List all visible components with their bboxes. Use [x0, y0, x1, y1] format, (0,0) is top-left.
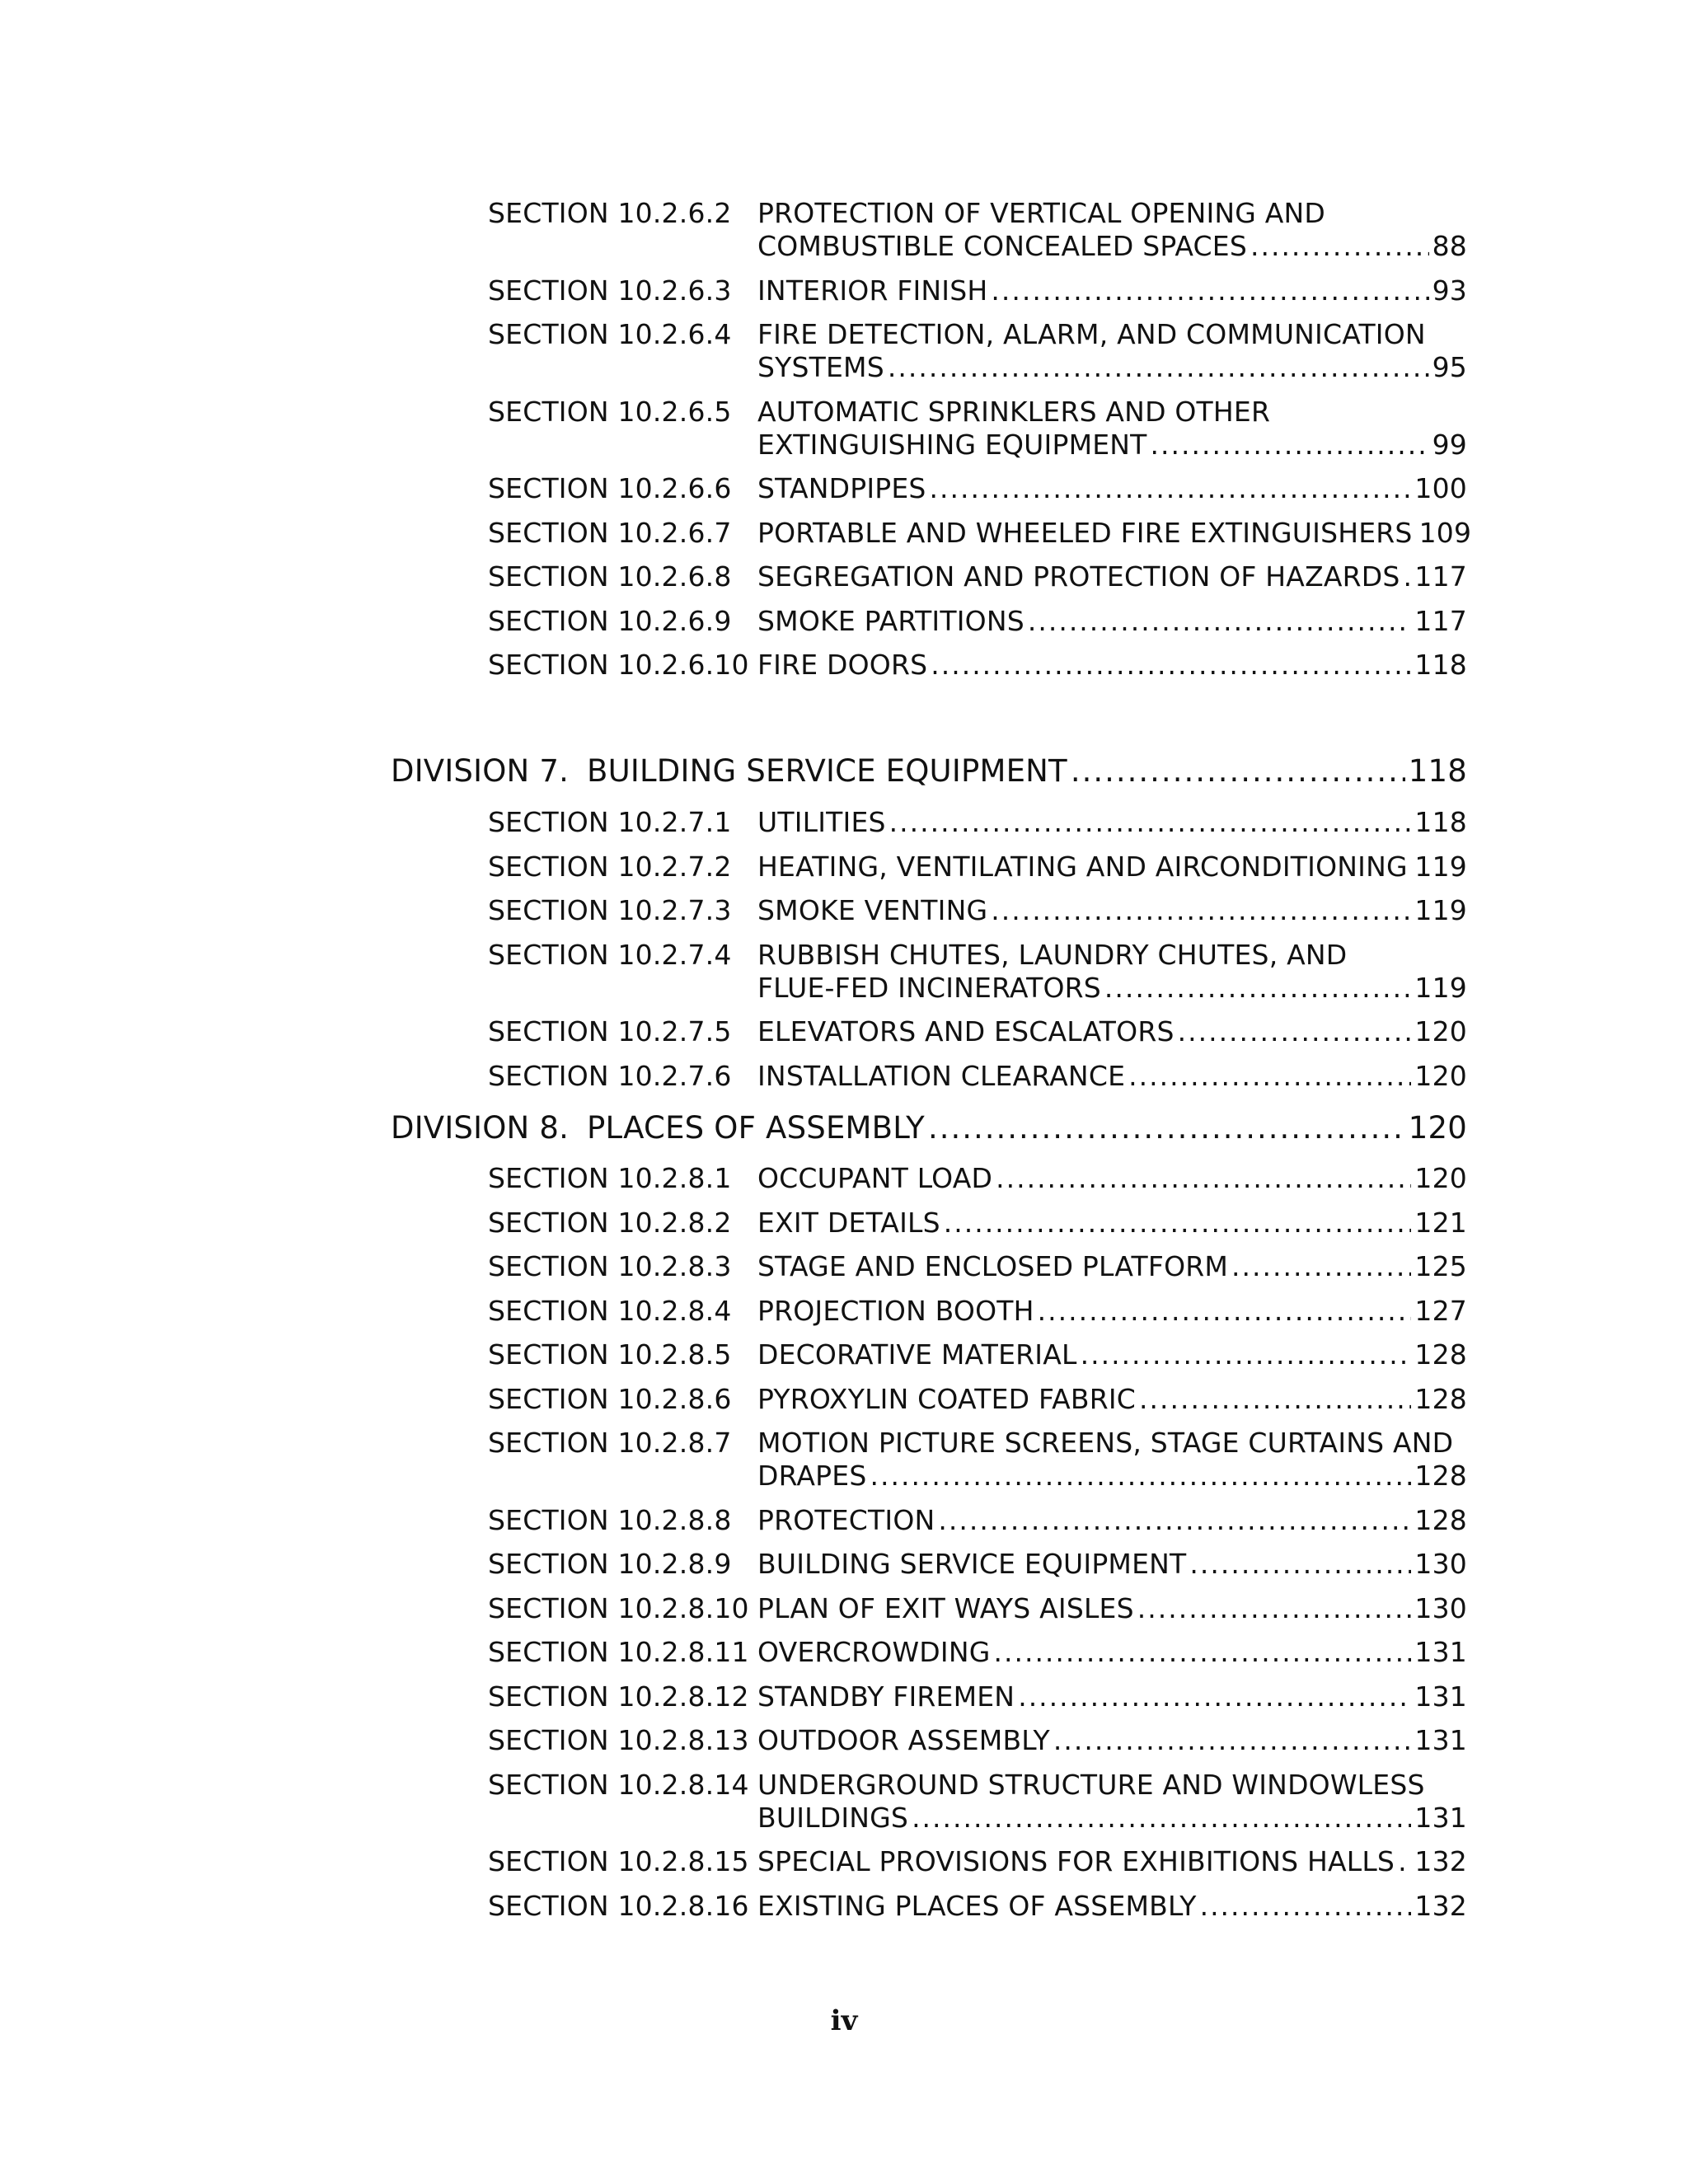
- dot-leader: [1178, 1015, 1412, 1048]
- section-page-number: 132: [1414, 1845, 1467, 1877]
- section-number: SECTION 10.2.6.5: [488, 395, 732, 428]
- section-page-number: 119: [1414, 971, 1467, 1004]
- section-page-number: 128: [1414, 1338, 1467, 1371]
- dot-leader: [1189, 1548, 1411, 1581]
- section-title-line: FIRE DETECTION, ALARM, AND COMMUNICATION: [757, 318, 1426, 350]
- division-number: DIVISION 8.: [391, 1110, 570, 1146]
- section-page-number: 100: [1414, 472, 1467, 504]
- section-page-number: 99: [1432, 428, 1467, 461]
- section-title: OUTDOOR ASSEMBLY: [757, 1724, 1050, 1756]
- dot-leader: [991, 894, 1411, 927]
- section-number: SECTION 10.2.8.13: [488, 1724, 749, 1756]
- section-title: BUILDING SERVICE EQUIPMENT: [757, 1548, 1187, 1580]
- dot-leader: [912, 1802, 1411, 1835]
- section-number: SECTION 10.2.8.1: [488, 1162, 732, 1194]
- dot-leader: [944, 1207, 1412, 1240]
- section-number: SECTION 10.2.8.15: [488, 1845, 749, 1877]
- section-page-number: 131: [1414, 1636, 1467, 1668]
- section-title: INTERIOR FINISH: [757, 274, 988, 307]
- dot-leader: [889, 806, 1412, 839]
- section-number: SECTION 10.2.7.4: [488, 938, 732, 971]
- section-number: SECTION 10.2.6.2: [488, 197, 732, 229]
- dot-leader: [1028, 605, 1412, 638]
- dot-leader: [1104, 972, 1411, 1005]
- section-page-number: 120: [1414, 1162, 1467, 1194]
- dot-leader: [1250, 230, 1429, 263]
- section-title-line: PROTECTION OF VERTICAL OPENING AND: [757, 197, 1326, 229]
- section-page-number: 130: [1414, 1591, 1467, 1624]
- section-title-line: AUTOMATIC SPRINKLERS AND OTHER: [757, 395, 1271, 428]
- dot-leader: [928, 1110, 1405, 1146]
- dot-leader: [1137, 1592, 1412, 1625]
- section-number: SECTION 10.2.7.6: [488, 1059, 732, 1092]
- section-page-number: 88: [1432, 230, 1467, 262]
- section-number: SECTION 10.2.8.11: [488, 1636, 749, 1668]
- section-number: SECTION 10.2.8.12: [488, 1680, 749, 1713]
- section-title: EXIT DETAILS: [757, 1206, 940, 1239]
- dot-leader: [888, 351, 1429, 384]
- section-title: UTILITIES: [757, 806, 886, 838]
- section-number: SECTION 10.2.7.5: [488, 1015, 732, 1047]
- section-page-number: 117: [1414, 604, 1467, 637]
- section-page-number: 131: [1414, 1801, 1467, 1834]
- section-title-line: RUBBISH CHUTES, LAUNDRY CHUTES, AND: [757, 938, 1348, 971]
- dot-leader: [1404, 560, 1412, 593]
- section-title: PORTABLE AND WHEELED FIRE EXTINGUISHERS: [757, 516, 1413, 549]
- dot-leader: [1231, 1250, 1411, 1283]
- section-page-number: 118: [1414, 806, 1467, 838]
- section-number: SECTION 10.2.8.14: [488, 1768, 749, 1801]
- section-page-number: 109: [1418, 516, 1472, 549]
- section-number: SECTION 10.2.8.5: [488, 1338, 732, 1371]
- section-number: SECTION 10.2.8.2: [488, 1206, 732, 1239]
- division-title: PLACES OF ASSEMBLY: [587, 1110, 925, 1146]
- section-page-number: 127: [1414, 1294, 1467, 1327]
- dot-leader: [1018, 1680, 1411, 1713]
- section-title: DECORATIVE MATERIAL: [757, 1338, 1077, 1371]
- section-title: OVERCROWDING: [757, 1636, 991, 1668]
- division-number: DIVISION 7.: [391, 753, 570, 789]
- page-number: iv: [830, 2004, 858, 2037]
- section-page-number: 119: [1414, 850, 1467, 883]
- section-title: STAGE AND ENCLOSED PLATFORM: [757, 1250, 1229, 1282]
- section-page-number: 128: [1414, 1460, 1467, 1492]
- section-title: PYROXYLIN COATED FABRIC: [757, 1382, 1137, 1415]
- dot-leader: [1200, 1890, 1412, 1923]
- section-number: SECTION 10.2.6.8: [488, 560, 732, 593]
- dot-leader: [870, 1460, 1411, 1493]
- dot-leader: [930, 472, 1412, 505]
- section-title-line: MOTION PICTURE SCREENS, STAGE CURTAINS AND: [757, 1427, 1454, 1459]
- section-title: BUILDINGS: [757, 1801, 909, 1834]
- section-title: COMBUSTIBLE CONCEALED SPACES: [757, 230, 1247, 262]
- section-number: SECTION 10.2.8.16: [488, 1889, 749, 1922]
- section-title: FLUE-FED INCINERATORS: [757, 971, 1101, 1004]
- dot-leader: [1128, 1060, 1411, 1093]
- dot-leader: [1038, 1295, 1412, 1328]
- division-page-number: 118: [1408, 753, 1467, 789]
- section-title: SPECIAL PROVISIONS FOR EXHIBITIONS HALLS: [757, 1845, 1395, 1877]
- section-number: SECTION 10.2.7.3: [488, 894, 732, 926]
- dot-leader: [1411, 851, 1412, 883]
- section-title: INSTALLATION CLEARANCE: [757, 1059, 1126, 1092]
- section-number: SECTION 10.2.6.6: [488, 472, 732, 504]
- section-page-number: 128: [1414, 1503, 1467, 1536]
- section-page-number: 125: [1414, 1250, 1467, 1282]
- section-page-number: 120: [1414, 1059, 1467, 1092]
- section-title: FIRE DOORS: [757, 649, 928, 681]
- section-number: SECTION 10.2.7.2: [488, 850, 732, 883]
- dot-leader: [991, 274, 1428, 307]
- section-title: SMOKE PARTITIONS: [757, 604, 1025, 637]
- section-number: SECTION 10.2.6.9: [488, 604, 732, 637]
- section-title: PROJECTION BOOTH: [757, 1294, 1034, 1327]
- section-title: PLAN OF EXIT WAYS AISLES: [757, 1591, 1134, 1624]
- dot-leader: [1139, 1383, 1411, 1416]
- dot-leader: [1398, 1845, 1411, 1878]
- section-number: SECTION 10.2.8.6: [488, 1382, 732, 1415]
- section-number: SECTION 10.2.6.3: [488, 274, 732, 307]
- section-title: SEGREGATION AND PROTECTION OF HAZARDS: [757, 560, 1400, 593]
- section-page-number: 131: [1414, 1724, 1467, 1756]
- dot-leader: [1151, 429, 1429, 462]
- section-number: SECTION 10.2.6.4: [488, 318, 732, 350]
- section-number: SECTION 10.2.8.4: [488, 1294, 732, 1327]
- section-page-number: 130: [1414, 1548, 1467, 1580]
- section-title: PROTECTION: [757, 1503, 935, 1536]
- section-page-number: 121: [1414, 1206, 1467, 1239]
- section-number: SECTION 10.2.8.3: [488, 1250, 732, 1282]
- section-title: EXISTING PLACES OF ASSEMBLY: [757, 1889, 1197, 1922]
- section-page-number: 95: [1432, 351, 1467, 383]
- section-page-number: 119: [1414, 894, 1467, 926]
- section-number: SECTION 10.2.8.8: [488, 1503, 732, 1536]
- section-title: HEATING, VENTILATING AND AIRCONDITIONING: [757, 850, 1408, 883]
- section-number: SECTION 10.2.6.10: [488, 649, 749, 681]
- section-page-number: 128: [1414, 1382, 1467, 1415]
- dot-leader: [1081, 1338, 1412, 1371]
- section-number: SECTION 10.2.7.1: [488, 806, 732, 838]
- section-title-line: UNDERGROUND STRUCTURE AND WINDOWLESS: [757, 1768, 1425, 1801]
- dot-leader: [931, 649, 1411, 682]
- section-page-number: 131: [1414, 1680, 1467, 1713]
- section-page-number: 118: [1414, 649, 1467, 681]
- section-number: SECTION 10.2.6.7: [488, 516, 732, 549]
- section-page-number: 120: [1414, 1015, 1467, 1047]
- section-title: ELEVATORS AND ESCALATORS: [757, 1015, 1175, 1047]
- division-title: BUILDING SERVICE EQUIPMENT: [587, 753, 1067, 789]
- dot-leader: [1071, 753, 1405, 790]
- section-number: SECTION 10.2.8.7: [488, 1427, 732, 1459]
- section-page-number: 132: [1414, 1889, 1467, 1922]
- section-title: STANDPIPES: [757, 472, 926, 504]
- dot-leader: [996, 1162, 1411, 1195]
- dot-leader: [1053, 1724, 1412, 1757]
- section-title: SMOKE VENTING: [757, 894, 988, 926]
- section-page-number: 117: [1414, 560, 1467, 593]
- section-title: STANDBY FIREMEN: [757, 1680, 1015, 1713]
- dot-leader: [993, 1636, 1411, 1669]
- section-number: SECTION 10.2.8.10: [488, 1591, 749, 1624]
- section-number: SECTION 10.2.8.9: [488, 1548, 732, 1580]
- dot-leader: [938, 1504, 1411, 1537]
- section-title: OCCUPANT LOAD: [757, 1162, 993, 1194]
- section-title: EXTINGUISHING EQUIPMENT: [757, 428, 1147, 461]
- section-title: SYSTEMS: [757, 351, 884, 383]
- division-page-number: 120: [1408, 1110, 1467, 1146]
- section-page-number: 93: [1432, 274, 1467, 307]
- section-title: DRAPES: [757, 1460, 867, 1492]
